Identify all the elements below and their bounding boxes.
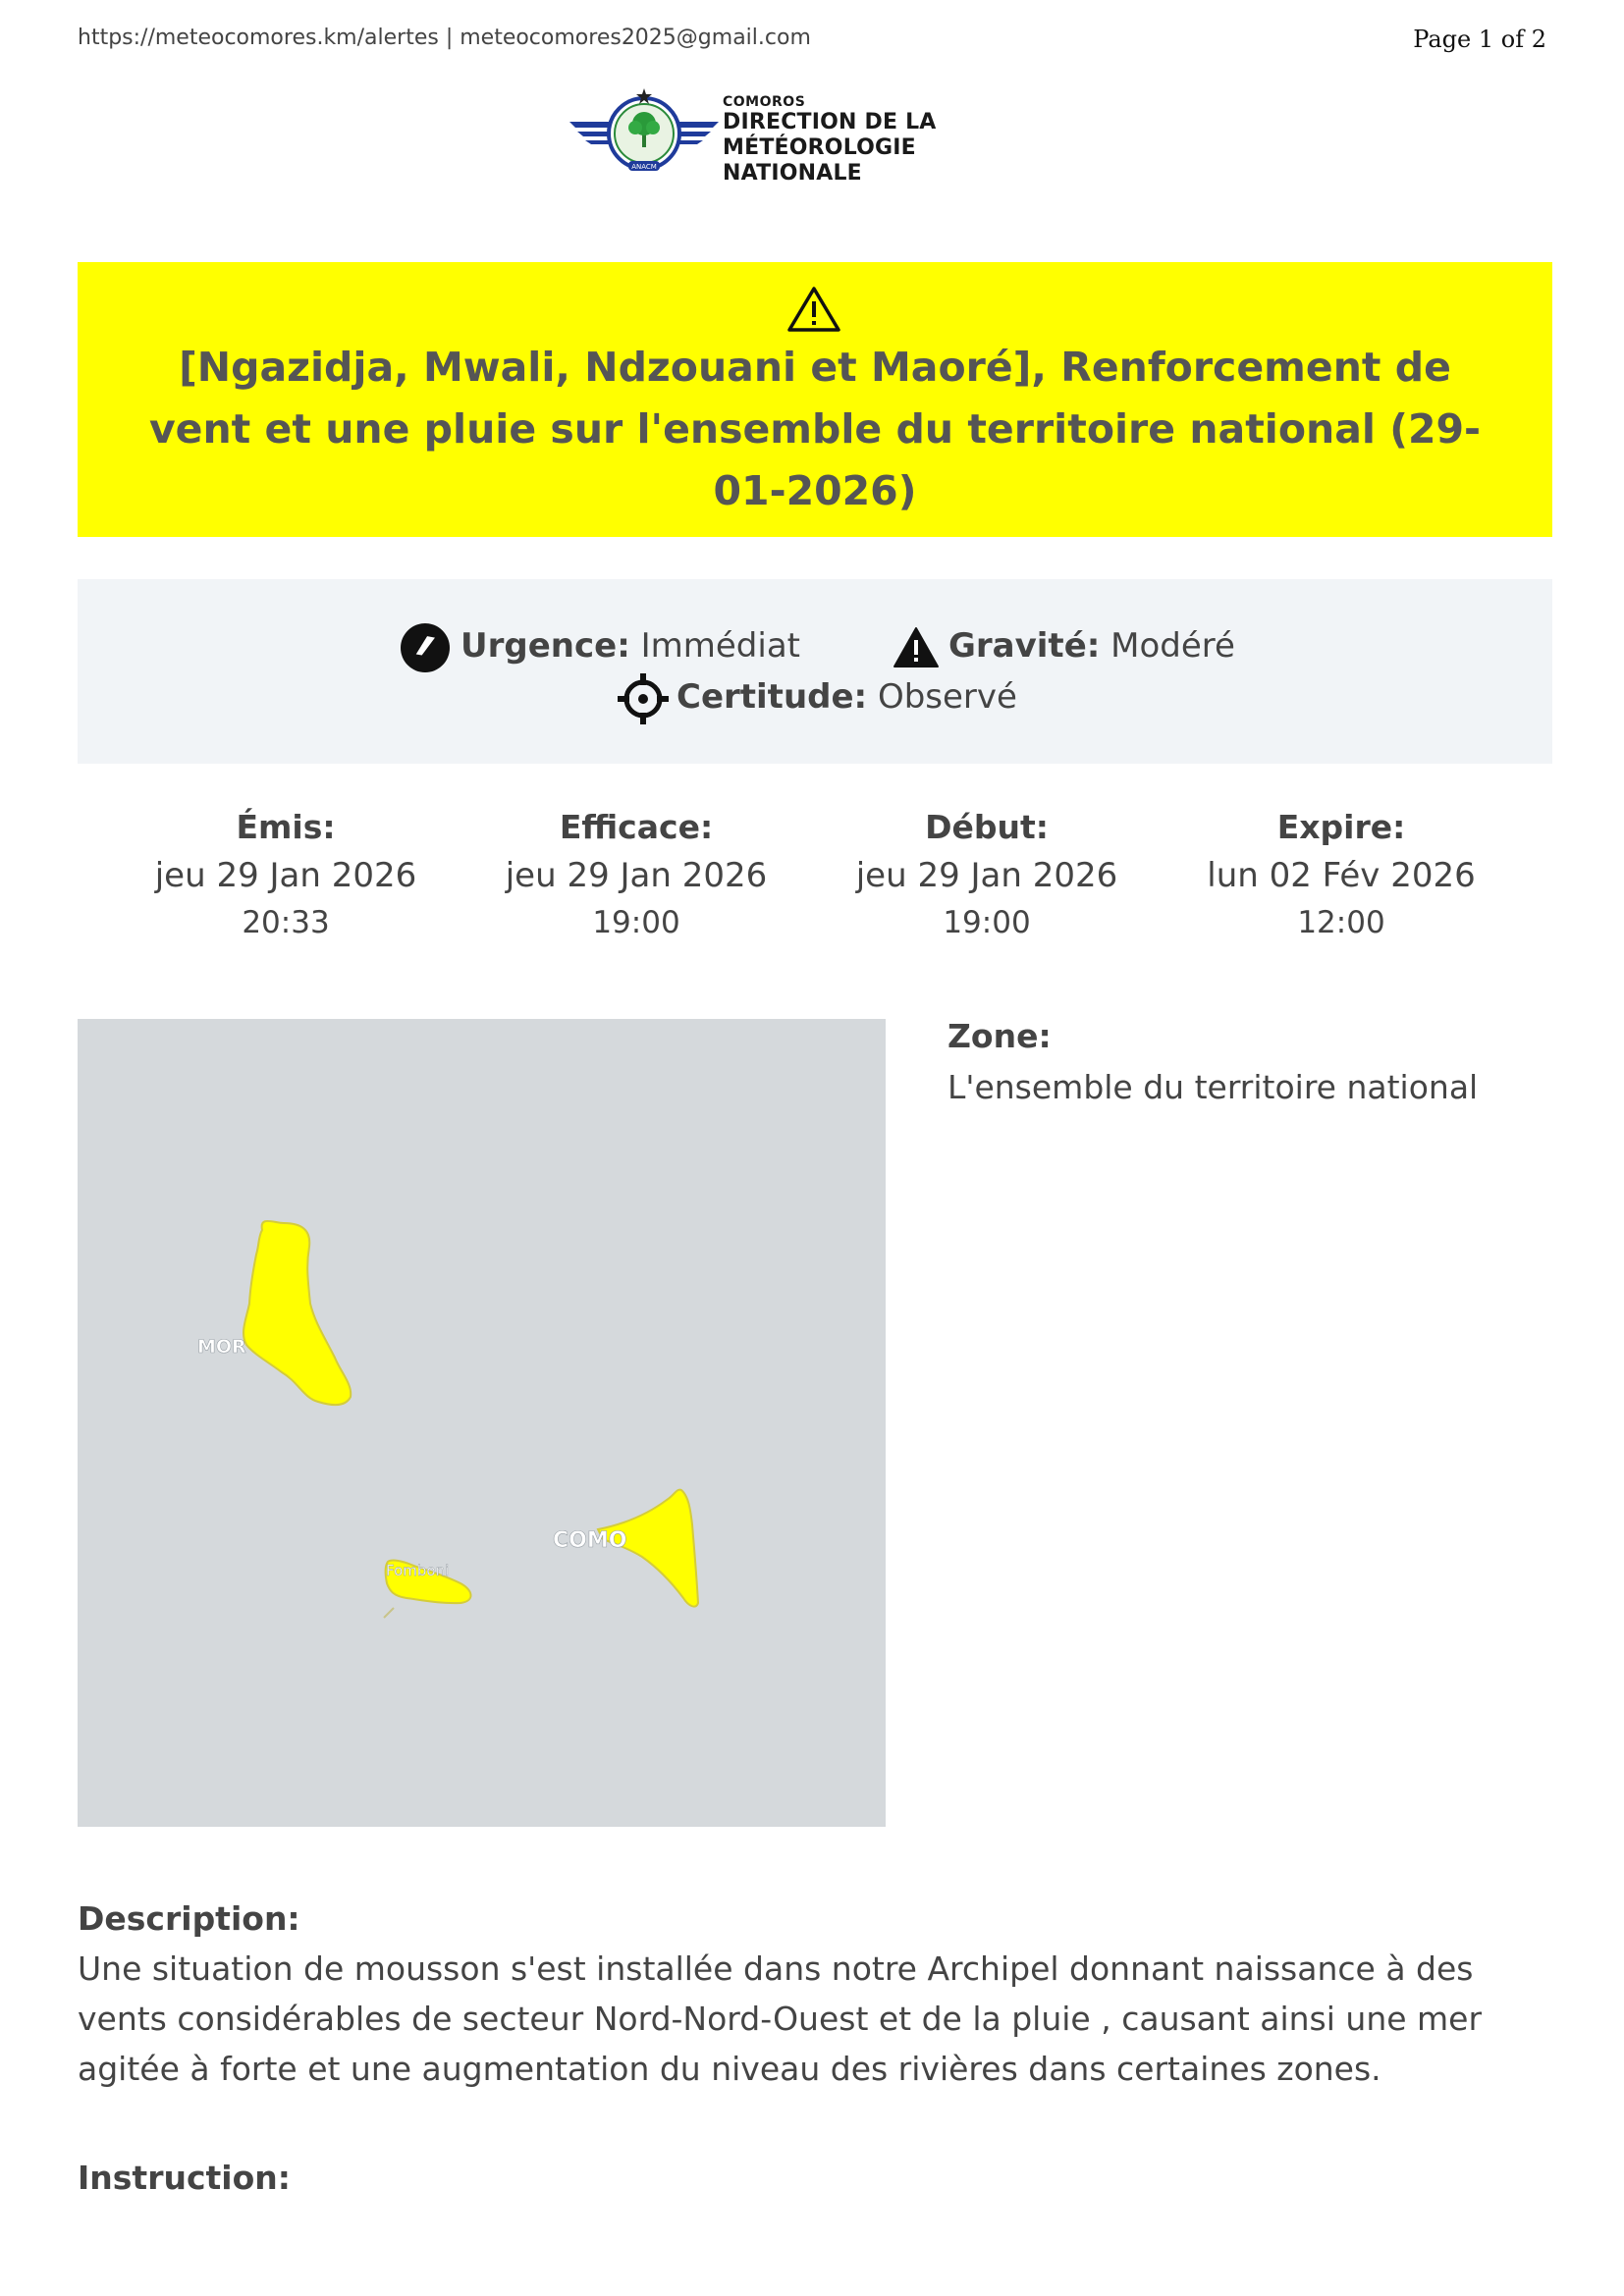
zone-section [947,1011,1537,1113]
page-number: Page 1 of 2 [1413,26,1546,53]
date-label: Expire: [1276,808,1406,846]
date-time: 12:00 [1297,905,1385,940]
date-time: 19:00 [592,905,680,940]
map-label-fomboni: Fomboni [386,1562,450,1579]
date-label: Début: [925,808,1049,846]
date-time: 20:33 [242,905,330,940]
crosshairs-icon [618,673,669,724]
map-label-comoros: COMO [553,1528,627,1553]
island-ngazidja [244,1221,351,1405]
dmn-emblem-icon [566,84,723,179]
date-effective [460,805,813,944]
logo-line1: DIRECTION DE LA [723,110,937,134]
zone-value: L'ensemble du territoire national [947,1068,1479,1106]
warning-icon [786,286,841,333]
description-label: Description: [78,1899,300,1938]
severity-label: Gravité: [948,626,1101,666]
certainty-value: Observé [877,677,1017,717]
instruction-section [78,2154,291,2203]
date-label: Émis: [236,808,336,846]
logo-text [723,94,1056,187]
map-canvas [78,1019,886,1827]
logo-line2: MÉTÉOROLOGIE NATIONALE [723,135,916,186]
logo-country: COMOROS [723,94,806,110]
zone-label: Zone: [947,1017,1052,1055]
date-label: Efficace: [559,808,714,846]
urgency-label: Urgence: [460,626,630,666]
description-text: Une situation de mousson s'est installée dans notre Archipel donnant naissance à des vents considérables de secteur Nord-Nord-Ouest et de la pluie , causant ainsi une mer agitée à forte et une augmentation du niveau des rivières dans certaines zones. [78,1949,1483,2088]
urgency [460,626,800,666]
date-day: jeu 29 Jan 2026 [855,856,1118,895]
date-issued [109,805,462,944]
urgency-value: Immédiat [640,626,800,666]
certainty [677,677,1017,717]
date-onset [810,805,1164,944]
clock-urgency-icon [400,622,451,673]
date-day: lun 02 Fév 2026 [1207,856,1476,895]
date-expires [1164,805,1518,944]
svg-text:ANACM: ANACM [631,163,657,171]
date-day: jeu 29 Jan 2026 [505,856,768,895]
description-section [78,1895,1552,2094]
alert-meta-box [78,579,1552,764]
instruction-label: Instruction: [78,2159,291,2197]
alert-banner [78,262,1552,537]
severity [948,626,1235,666]
alert-title: [Ngazidja, Mwali, Ndzouani et Maoré], Renforcement de vent et une pluie sur l'ensemble du territoire national (29-01-2026) [148,344,1482,514]
map-line [384,1608,394,1618]
certainty-label: Certitude: [677,677,868,717]
header-url-email: https://meteocomores.km/alertes | meteocomores2025@gmail.com [78,26,811,50]
logo [566,84,1056,186]
date-day: jeu 29 Jan 2026 [154,856,417,895]
severity-value: Modéré [1110,626,1235,666]
exclamation-triangle-icon [893,626,940,669]
date-time: 19:00 [943,905,1031,940]
map-label-moroni: MOR [197,1336,246,1358]
alert-map[interactable] [78,1019,886,1827]
